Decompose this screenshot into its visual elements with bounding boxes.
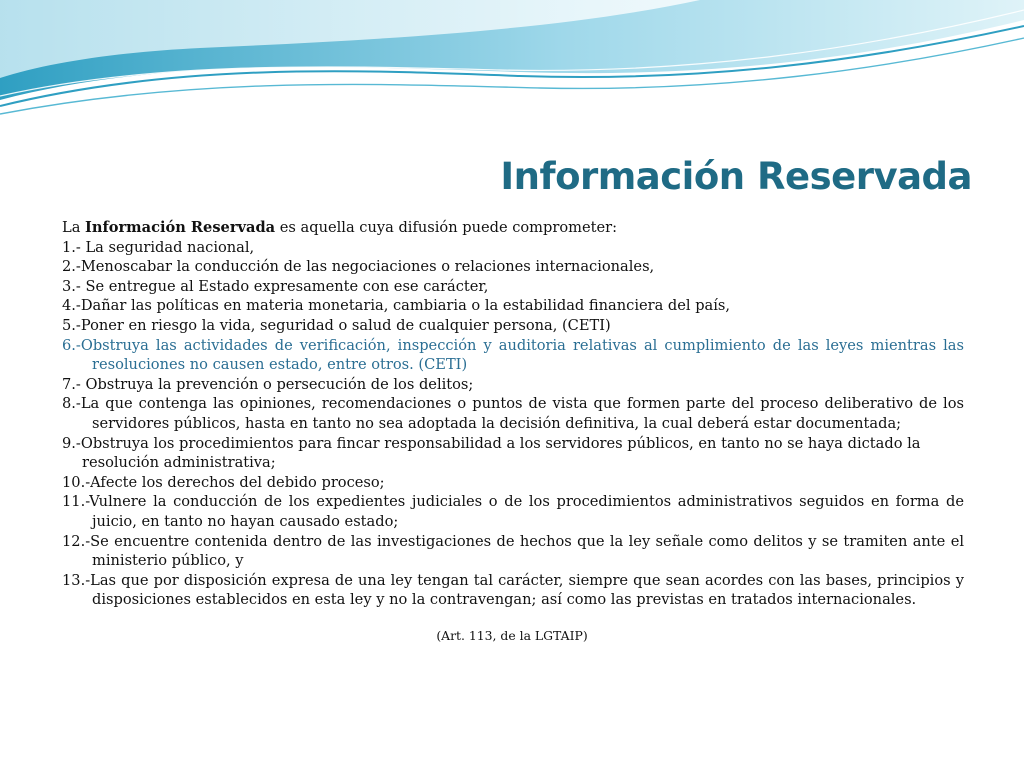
list-item-4: 4.-Dañar las políticas en materia monetaria, cambiaria o la estabilidad financiera del país, <box>62 297 731 315</box>
intro-text-pre: La <box>62 219 86 236</box>
list-item-7: 7.- Obstruya la prevención o persecución de los delitos; <box>62 375 474 393</box>
list-item-12: 12.-Se encuentre contenida dentro de las investigaciones de hechos que la ley señale como delitos y se tramiten ante el ministerio público, y <box>62 532 964 570</box>
list-item-5: 5.-Poner en riesgo la vida, seguridad o salud de cualquier persona, (CETI) <box>62 316 611 334</box>
list-item-3: 3.- Se entregue al Estado expresamente con ese carácter, <box>62 277 489 295</box>
legal-reference: (Art. 113, de la LGTAIP) <box>436 628 588 643</box>
intro-bold-term: Información Reservada <box>85 219 276 236</box>
intro-line <box>62 218 964 238</box>
slide-body <box>62 218 964 610</box>
list-item-2: 2.-Menoscabar la conducción de las negociaciones o relaciones internacionales, <box>62 258 655 276</box>
decorative-wave-header <box>0 0 1024 120</box>
list-item-1: 1.- La seguridad nacional, <box>62 238 255 256</box>
list-item-13: 13.-Las que por disposición expresa de una ley tengan tal carácter, siempre que sean acordes con las bases, principios y disposiciones establecidos en esta ley y no la contravengan; así como las previstas en tratados internacionales. <box>62 571 964 609</box>
list-item-10: 10.-Afecte los derechos del debido proceso; <box>62 473 385 491</box>
list-item-9: 9.-Obstruya los procedimientos para fincar responsabilidad a los servidores públicos, en tanto no se haya dictado la <box>62 434 921 452</box>
list-item-11: 11.-Vulnere la conducción de los expedientes judiciales o de los procedimientos administrativos seguidos en forma de juicio, en tanto no hayan causado estado; <box>62 493 964 530</box>
list-item-6: 6.-Obstruya las actividades de verificación, inspección y auditoria relativas al cumplimiento de las leyes mientras las resoluciones no causen estado, entre otros. (CETI) <box>62 336 964 374</box>
intro-text-post: es aquella cuya difusión puede comprometer: <box>275 219 617 236</box>
slide-title: Información Reservada <box>500 155 972 198</box>
list-item-8: 8.-La que contenga las opiniones, recomendaciones o puntos de vista que formen parte del proceso deliberativo de los servidores públicos, hasta en tanto no sea adoptada la decisión definitiva, la cual deberá estar documentada; <box>62 395 964 432</box>
list-item-9-continuation: resolución administrativa; <box>82 454 276 472</box>
